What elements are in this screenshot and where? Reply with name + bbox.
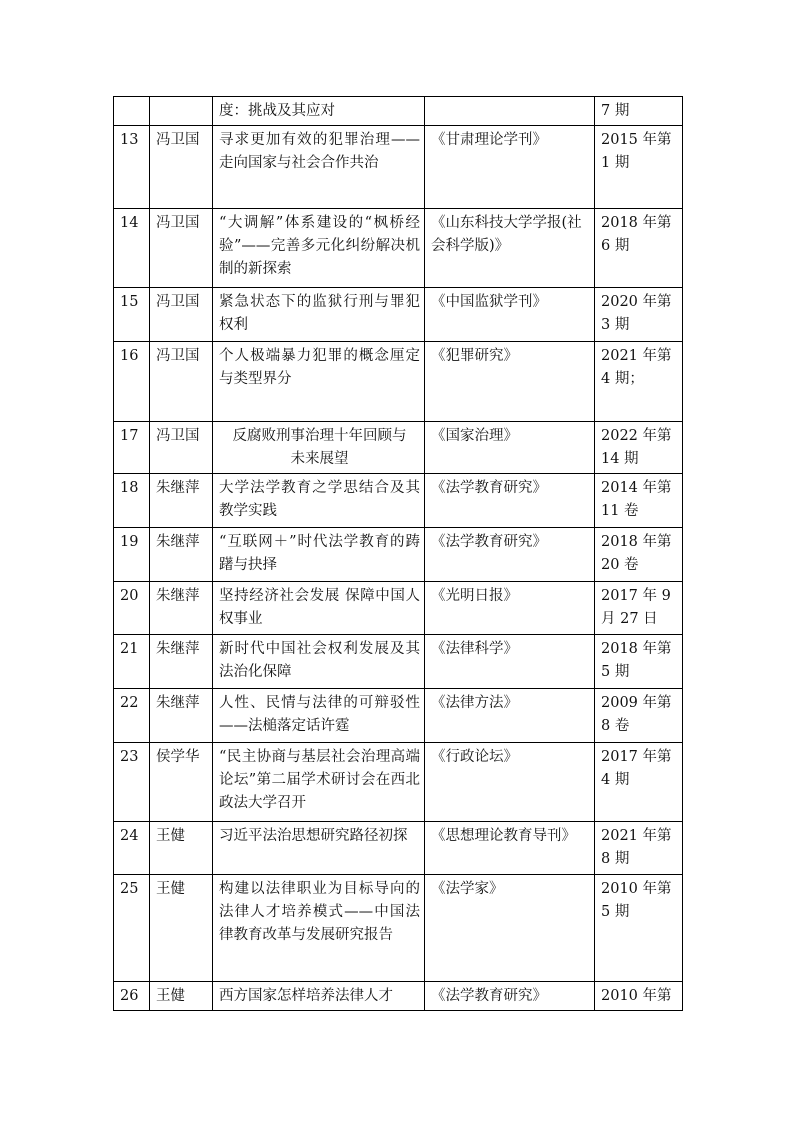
row-number: 20: [114, 582, 150, 635]
table-row: [114, 209, 683, 288]
date-cell: 2018 年第 6 期: [595, 209, 683, 288]
date-cell: 2021 年第 4 期；: [595, 342, 683, 422]
journal-cell: 《甘肃理论学刊》: [425, 126, 595, 209]
title-cell: 习近平法治思想研究路径初探: [213, 822, 425, 875]
date-cell: 2018 年第 5 期: [595, 635, 683, 689]
table-row: [114, 982, 683, 1011]
title-cell: “民主协商与基层社会治理高端论坛”第二届学术研讨会在西北政法大学召开: [213, 743, 425, 822]
author-cell: 朱继萍: [150, 689, 213, 743]
table-row: [114, 422, 683, 474]
journal-cell: 《法学教育研究》: [425, 474, 595, 528]
table-row: [114, 288, 683, 342]
table-row: [114, 342, 683, 422]
author-cell: 朱继萍: [150, 474, 213, 528]
journal-cell: [425, 97, 595, 126]
journal-cell: 《国家治理》: [425, 422, 595, 474]
author-cell: 朱继萍: [150, 635, 213, 689]
row-number: 16: [114, 342, 150, 422]
journal-cell: 《山东科技大学学报(社会科学版)》: [425, 209, 595, 288]
author-cell: 冯卫国: [150, 209, 213, 288]
row-number: 19: [114, 528, 150, 582]
journal-cell: 《法学教育研究》: [425, 982, 595, 1011]
row-number: [114, 97, 150, 126]
row-number: 25: [114, 875, 150, 982]
row-number: 15: [114, 288, 150, 342]
row-number: 17: [114, 422, 150, 474]
date-cell: 2017 年第 4 期: [595, 743, 683, 822]
journal-cell: 《法学教育研究》: [425, 528, 595, 582]
date-cell: 2014 年第 11 卷: [595, 474, 683, 528]
table-row: [114, 875, 683, 982]
table-row: [114, 689, 683, 743]
row-number: 22: [114, 689, 150, 743]
author-cell: 冯卫国: [150, 288, 213, 342]
date-cell: 2021 年第 8 期: [595, 822, 683, 875]
title-cell: 度：挑战及其应对: [213, 97, 425, 126]
row-number: 24: [114, 822, 150, 875]
author-cell: 朱继萍: [150, 582, 213, 635]
table-row: [114, 635, 683, 689]
journal-cell: 《行政论坛》: [425, 743, 595, 822]
row-number: 23: [114, 743, 150, 822]
title-line-2: 未来展望: [290, 451, 349, 467]
table-row: [114, 528, 683, 582]
title-cell: 人性、民情与法律的可辩驳性——法槌落定话许霆: [213, 689, 425, 743]
row-number: 21: [114, 635, 150, 689]
title-cell: 寻求更加有效的犯罪治理——走向国家与社会合作共治: [213, 126, 425, 209]
title-cell: 大学法学教育之学思结合及其教学实践: [213, 474, 425, 528]
row-number: 14: [114, 209, 150, 288]
author-cell: 冯卫国: [150, 126, 213, 209]
journal-cell: 《法学家》: [425, 875, 595, 982]
date-cell: 2018 年第 20 卷: [595, 528, 683, 582]
table-row: [114, 126, 683, 209]
row-number: 26: [114, 982, 150, 1011]
date-cell: 2009 年第 8 卷: [595, 689, 683, 743]
title-cell: 新时代中国社会权利发展及其法治化保障: [213, 635, 425, 689]
date-cell: 2015 年第 1 期: [595, 126, 683, 209]
author-cell: 王健: [150, 875, 213, 982]
date-cell: 2020 年第 3 期: [595, 288, 683, 342]
title-cell: 构建以法律职业为目标导向的法律人才培养模式——中国法律教育改革与发展研究报告: [213, 875, 425, 982]
author-cell: 朱继萍: [150, 528, 213, 582]
row-number: 13: [114, 126, 150, 209]
author-cell: 王健: [150, 822, 213, 875]
title-cell: 个人极端暴力犯罪的概念厘定与类型界分: [213, 342, 425, 422]
row-number: 18: [114, 474, 150, 528]
author-cell: [150, 97, 213, 126]
date-cell: 2017 年 9 月 27 日: [595, 582, 683, 635]
table-row: [114, 97, 683, 126]
table-row: [114, 743, 683, 822]
title-cell: “互联网＋”时代法学教育的踌躇与抉择: [213, 528, 425, 582]
journal-cell: 《中国监狱学刊》: [425, 288, 595, 342]
journal-cell: 《法律方法》: [425, 689, 595, 743]
journal-cell: 《法律科学》: [425, 635, 595, 689]
date-cell: 2010 年第 5 期: [595, 875, 683, 982]
author-cell: 冯卫国: [150, 422, 213, 474]
journal-cell: 《犯罪研究》: [425, 342, 595, 422]
table-row: [114, 474, 683, 528]
table-row: [114, 582, 683, 635]
publication-table: [113, 96, 683, 1011]
title-line-1: 反腐败刑事治理十年回顾与: [232, 428, 407, 444]
author-cell: 侯学华: [150, 743, 213, 822]
date-cell: 2010 年第: [595, 982, 683, 1011]
title-cell: 紧急状态下的监狱行刑与罪犯权利: [213, 288, 425, 342]
journal-cell: 《光明日报》: [425, 582, 595, 635]
title-cell: [213, 422, 425, 474]
title-cell: “大调解”体系建设的“枫桥经验”——完善多元化纠纷解决机制的新探索: [213, 209, 425, 288]
title-cell: 坚持经济社会发展 保障中国人权事业: [213, 582, 425, 635]
title-cell: 西方国家怎样培养法律人才: [213, 982, 425, 1011]
date-cell: 7 期: [595, 97, 683, 126]
date-cell: 2022 年第 14 期: [595, 422, 683, 474]
journal-cell: 《思想理论教育导刊》: [425, 822, 595, 875]
author-cell: 王健: [150, 982, 213, 1011]
table-row: [114, 822, 683, 875]
author-cell: 冯卫国: [150, 342, 213, 422]
